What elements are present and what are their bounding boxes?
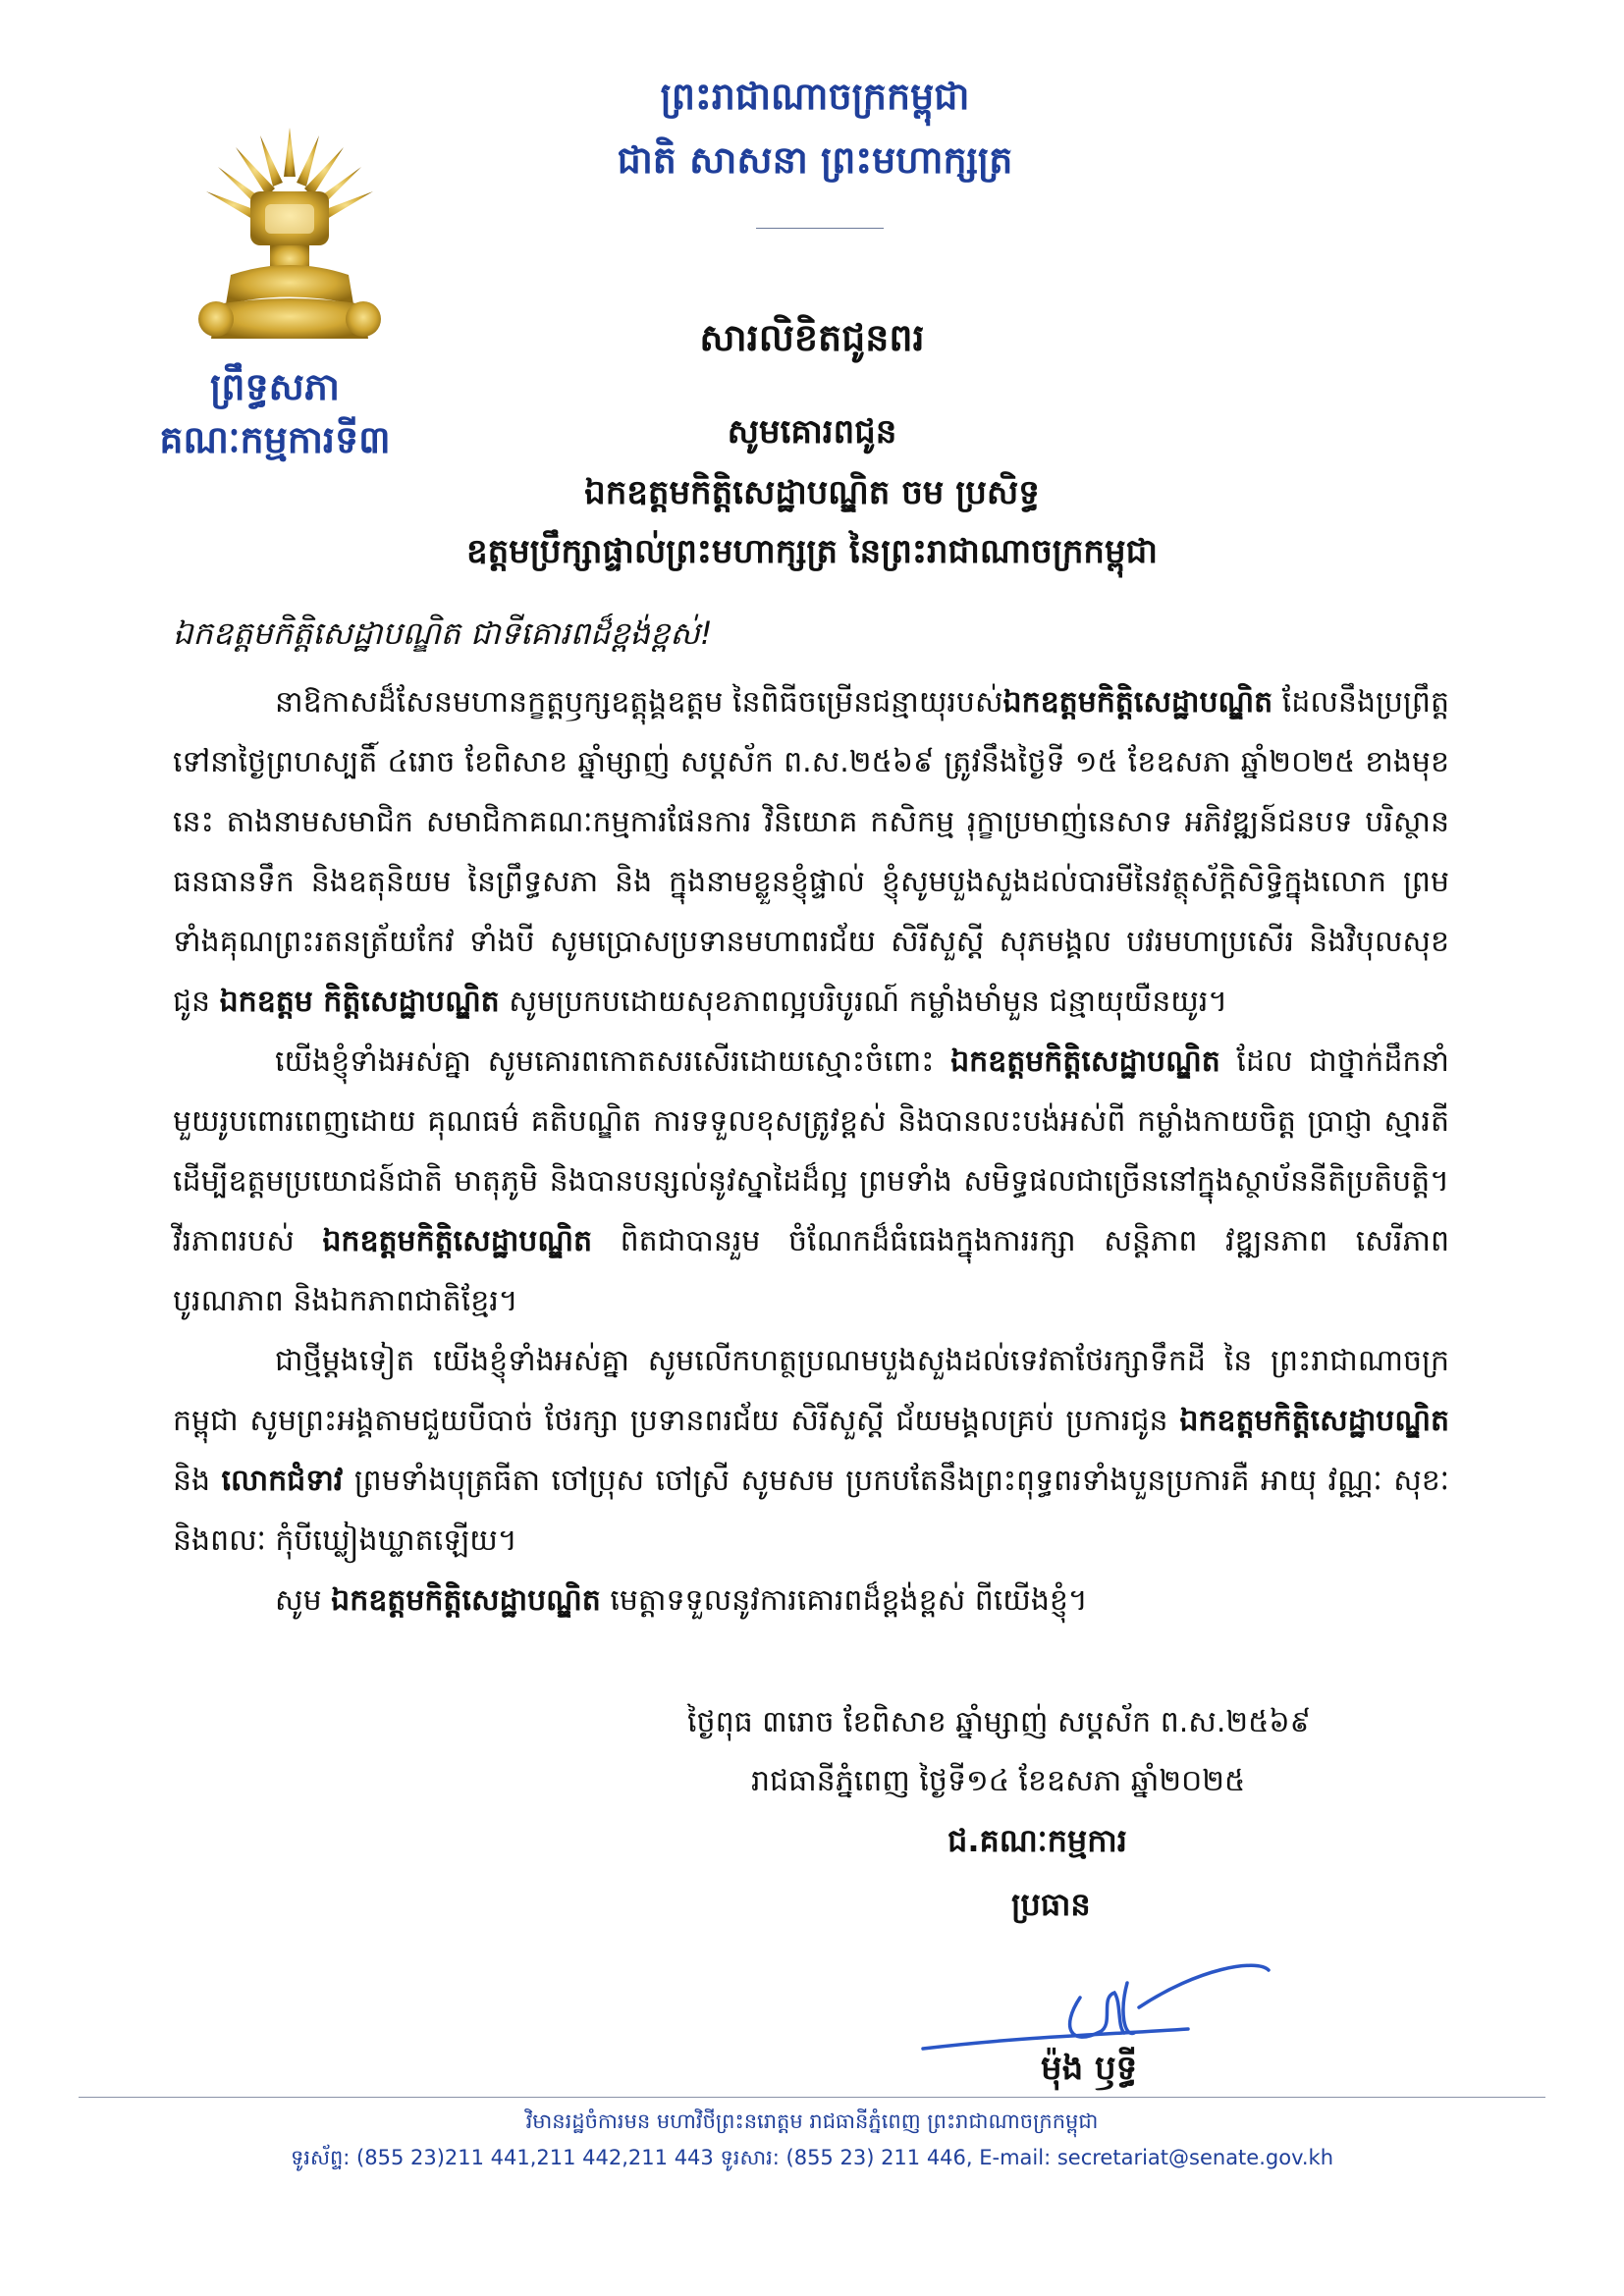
- sender-commission: គណៈកម្មការទី៣: [159, 418, 391, 461]
- salutation: ឯកឧត្តមកិត្តិសេដ្ឋាបណ្ឌិត ជាទីគោរពដ៏ខ្ពង់ខ្ពស់!: [173, 614, 713, 652]
- motto-divider: [756, 228, 884, 229]
- national-motto: ជាតិ សាសនា ព្រះមហាក្សត្រ: [617, 138, 1013, 182]
- recipient-greeting: សូមគោរពជូន: [727, 412, 897, 452]
- signatory-position: ប្រធាន: [1011, 1886, 1091, 1923]
- body-paragraph-3: ជាថ្មីម្តងទៀត យើងខ្ញុំទាំងអស់គ្នា សូមលើកហត្ថប្រណមបួងសួងដល់ទេវតាថែរក្សាទឹកដី នៃ ព្រះរាជាណាចក្រកម្ពុជា សូមព្រះអង្គតាមជួយបីបាច់ ថែរក្សា ប្រទានពរជ័យ សិរីសួស្តី ជ័យមង្គលគ្រប់ ប្រការជូន ឯកឧត្តមកិត្តិសេដ្ឋាបណ្ឌិត និង លោកជំទាវ ព្រមទាំងបុត្រធីតា ចៅប្រុស ចៅស្រី សូមសម ប្រកបតែនឹងព្រះពុទ្ធពរទាំងបួនប្រការគឺ អាយុ វណ្ណៈ សុខៈ និងពលៈ កុំបីឃ្លៀងឃ្លាតឡើយ។: [173, 1344, 1450, 1558]
- letter-body: [173, 672, 1449, 1630]
- place-and-date: រាជធានីភ្នំពេញ ថ្ងៃទី១៤ ខែឧសភា ឆ្នាំ២០២៥: [751, 1764, 1246, 1798]
- footer-contact: ទូរស័ព្ទ: (855 23)211 441,211 442,211 443 ទូរសារ: (855 23) 211 446, E-mail: secretariat@senate.gov.kh: [290, 2146, 1334, 2169]
- footer-address: វិមានរដ្ឋចំការមន មហាវិថីព្រះនរោត្តម រាជធានីភ្នំពេញ ព្រះរាជាណាចក្រកម្ពុជា: [525, 2109, 1099, 2133]
- body-paragraph-4: សូម ឯកឧត្តមកិត្តិសេដ្ឋាបណ្ឌិត មេត្តាទទួលនូវការគោរពដ៏ខ្ពង់ខ្ពស់ ពីយើងខ្ញុំ។: [275, 1583, 1088, 1618]
- letter-title: សារលិខិតជូនពរ: [699, 316, 925, 359]
- recipient-name: ឯកឧត្តមកិត្តិសេដ្ឋាបណ្ឌិត ចម ប្រសិទ្ធ: [584, 473, 1040, 512]
- sender-institution: ព្រឹទ្ធសភា: [210, 365, 340, 408]
- lunar-date: ថ្ងៃពុធ ៣រោច ខែពិសាខ ឆ្នាំម្សាញ់ សប្តស័ក ព.ស.២៥៦៩: [687, 1705, 1311, 1739]
- recipient-title: ឧត្តមប្រឹក្សាផ្ទាល់ព្រះមហាក្សត្រ នៃព្រះរាជាណាចក្រកម្ពុជា: [466, 532, 1158, 571]
- body-paragraph-1: នាឱកាសដ៏សែនមហានក្ខត្តឫក្សឧត្តុង្គឧត្តម នៃពិធីចម្រើនជន្មាយុរបស់ឯកឧត្តមកិត្តិសេដ្ឋាបណ្ឌិត ដែលនឹងប្រព្រឹត្ត ទៅនាថ្ងៃព្រហស្បតិ៍ ៤រោច ខែពិសាខ ឆ្នាំម្សាញ់ សប្តស័ក ព.ស.២៥៦៩ ត្រូវនឹងថ្ងៃទី ១៥ ខែឧសភា ឆ្នាំ២០២៥ ខាងមុខនេះ តាងនាមសមាជិក សមាជិកាគណៈកម្មការផែនការ វិនិយោគ កសិកម្ម រុក្ខាប្រមាញ់នេសាទ អភិវឌ្ឍន៍ជនបទ បរិស្ថាន ធនធានទឹក និងឧតុនិយម នៃព្រឹទ្ធសភា និង ក្នុងនាមខ្លួនខ្ញុំផ្ទាល់ ខ្ញុំសូមបួងសួងដល់បារមីនៃវត្ថុស័ក្តិសិទ្ធិក្នុងលោក ព្រមទាំងគុណព្រះរតនត្រ័យកែវ ទាំងបី សូមប្រោសប្រទានមហាពរជ័យ សិរីសួស្តី សុភមង្គល បវរមហាប្រសើរ និងវិបុលសុខ ជូន ឯកឧត្តម កិត្តិសេដ្ឋាបណ្ឌិត សូមប្រកបដោយសុខភាពល្អបរិបូរណ៍ កម្លាំងមាំមួន ជន្មាយុយឺនយូរ។: [173, 685, 1449, 1019]
- on-behalf-of-commission: ជ.គណៈកម្មការ: [947, 1822, 1127, 1859]
- body-paragraph-2: យើងខ្ញុំទាំងអស់គ្នា សូមគោរពកោតសរសើរដោយស្មោះចំពោះ ឯកឧត្តមកិត្តិសេដ្ឋាបណ្ឌិត ដែល ជាថ្នាក់ដឹកនាំមួយរូបពោរពេញដោយ គុណធម៌ គតិបណ្ឌិត ការទទួលខុសត្រូវខ្ពស់ និងបានលះបង់អស់ពី កម្លាំងកាយចិត្ត ប្រាជ្ញា ស្មារតី ដើម្បីឧត្តមប្រយោជន៍ជាតិ មាតុភូមិ និងបានបន្សល់នូវស្នាដៃដ៏ល្អ ព្រមទាំង សមិទ្ធផលជាច្រើននៅក្នុងស្ថាប័ននីតិប្រតិបត្តិ។ វីរភាពរបស់ ឯកឧត្តមកិត្តិសេដ្ឋាបណ្ឌិត ពិតជាបានរួម ចំណែកដ៏ធំធេងក្នុងការរក្សា សន្តិភាព វឌ្ឍនភាព សេរីភាព បូរណភាព និងឯកភាពជាតិខ្មែរ។: [173, 1044, 1449, 1318]
- kingdom-name: ព្រះរាជាណាចក្រកម្ពុជា: [660, 75, 970, 118]
- footer-divider: [79, 2097, 1545, 2098]
- signatory-name: ម៉ុង ឫទ្ធី: [1041, 2049, 1138, 2088]
- handwritten-signature: [903, 1939, 1276, 2061]
